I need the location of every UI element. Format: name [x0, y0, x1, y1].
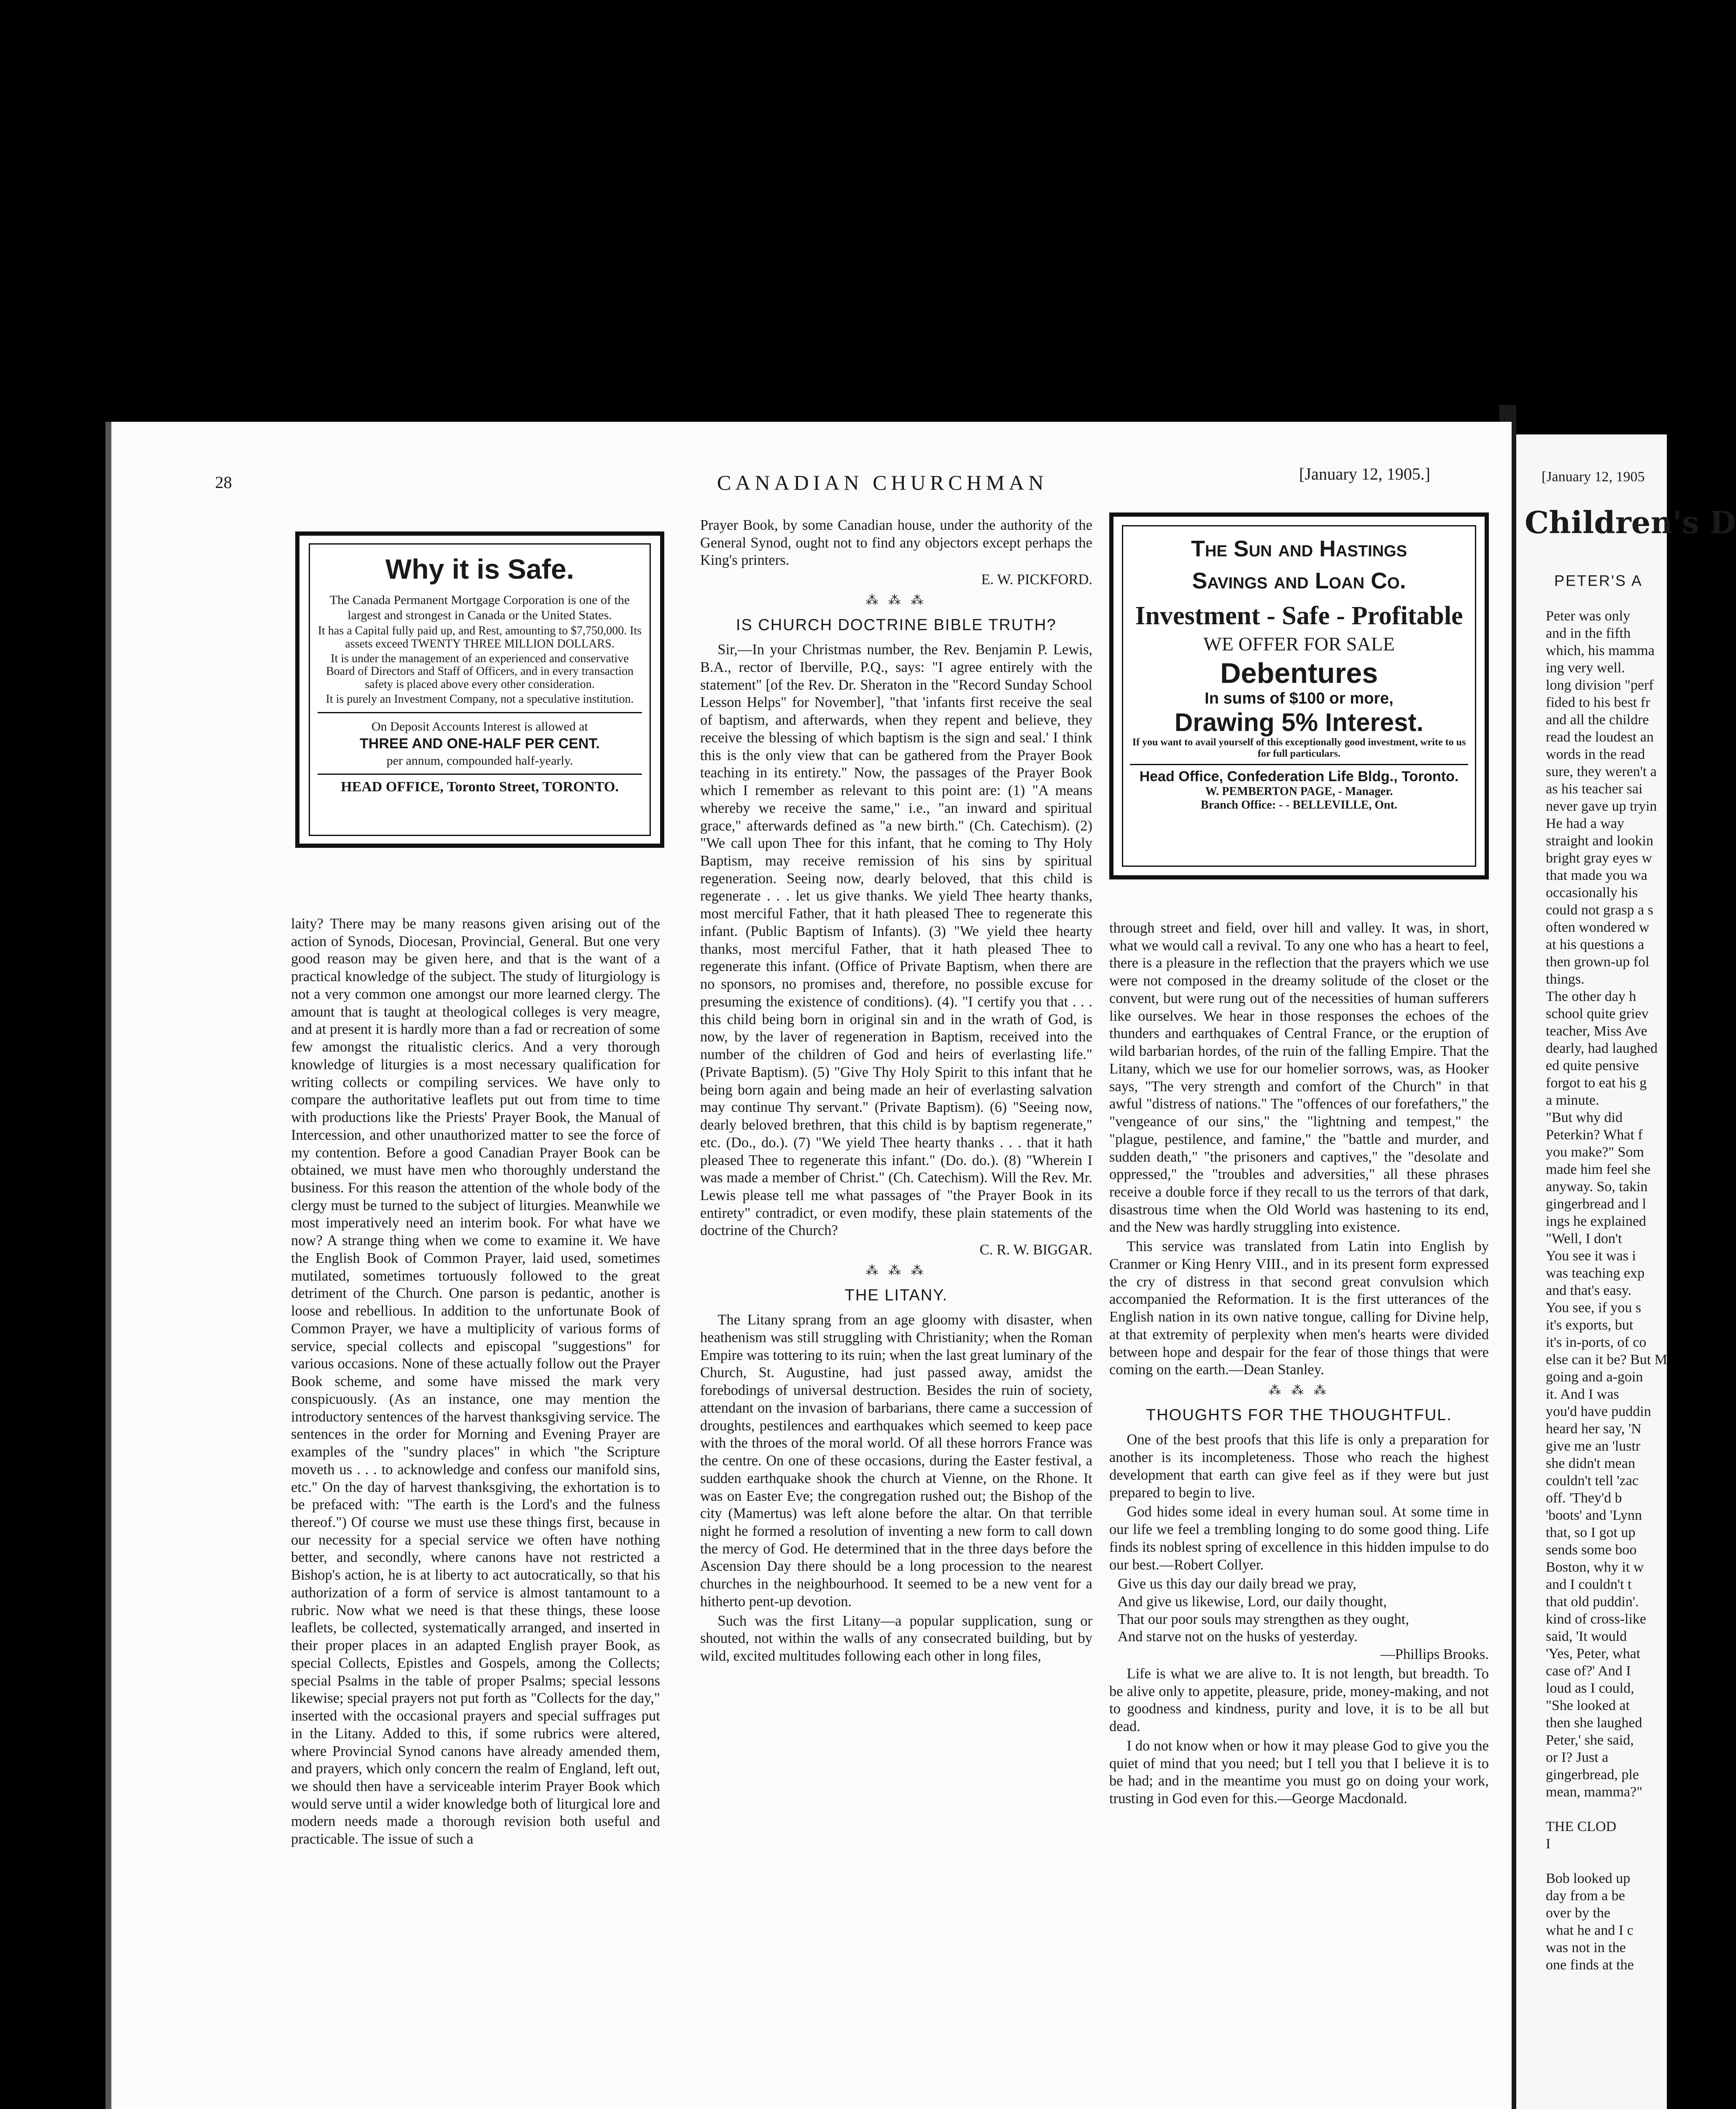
ad2-branch: Branch Office: - - BELLEVILLE, Ont. — [1201, 798, 1397, 812]
facing-page-line: things. — [1546, 971, 1585, 987]
facing-page-line: it's in-ports, of co — [1546, 1335, 1647, 1350]
facing-page-line: Bob looked up — [1546, 1871, 1631, 1886]
heading-thoughts: THOUGHTS FOR THE THOUGHTFUL. — [1146, 1406, 1452, 1424]
facing-page-line: You see, if you s — [1546, 1300, 1642, 1316]
ad-headline: Why it is Safe. — [385, 553, 574, 585]
poem — [1109, 1575, 1489, 1646]
facing-page-line: 'boots' and 'Lynn — [1546, 1508, 1642, 1523]
facing-page-line: fided to his best fr — [1546, 695, 1650, 710]
facing-page-line: forgot to eat his g — [1546, 1075, 1647, 1091]
facing-page-line: "But why did — [1546, 1110, 1623, 1125]
thought-paragraph: I do not know when or how it may please God to give you the quiet of mind that you need; but I tell you that I believe it is to be had; and in the meantime you must go on doing your work, trusting in God even for this.—George Macdonald. — [1109, 1737, 1489, 1807]
facing-page-line: I — [1546, 1836, 1551, 1852]
facing-page-line: and all the childre — [1546, 712, 1649, 728]
ad2-fine-print: If you want to avail yourself of this exceptionally good investment, write to us for full particulars. — [1132, 737, 1466, 760]
facing-page-line: THE CLOD — [1546, 1819, 1617, 1834]
column-2 — [700, 517, 1092, 1667]
page-number: 28 — [215, 473, 232, 492]
ad2-product: Debentures — [1220, 657, 1378, 690]
facing-page-line: often wondered w — [1546, 920, 1650, 935]
section-ornament: ⁂ ⁂ ⁂ — [1268, 1384, 1330, 1398]
facing-page-line: going and a-goin — [1546, 1369, 1643, 1385]
facing-page-line — [1546, 1801, 1667, 1818]
facing-page-line: The other day h — [1546, 989, 1636, 1004]
heading-church-doctrine: IS CHURCH DOCTRINE BIBLE TRUTH? — [736, 616, 1057, 634]
facing-page-line: "Well, I don't — [1546, 1231, 1622, 1246]
facing-page-line: could not grasp a s — [1546, 902, 1653, 918]
facing-page-line: sure, they weren't a — [1546, 764, 1657, 779]
col1-paragraph: laity? There may be many reasons given arising out of the action of Synods, Diocesan, Provincial, General. But one very good reason may be given here, and that is the want of a practical knowledge of the subject. The study of liturgiology is not a very common one amongst our more learned clergy. The amount that is taught at theological colleges is very meagre, and at present it is hardly more than a fad or recreation of some few amongst the ritualistic clerics. And a very thorough knowledge of liturgies is a most necessary qualification for writing collects or compiling services. We have only to compare the authoritative leaflets put out from time to time with productions like the Priests' Prayer Book, the Manual of Intercession, and other unauthorized matter to see the force of my contention. Before a good Canadian Prayer Book can be obtained, we must have men who thoroughly understand the business. For this reason the attention of the whole body of the clergy must be turned to the subject of liturgies. Meanwhile we most imperatively need an interim book. For what have we now? A strange thing when we come to examine it. We have the English Book of Common Prayer, laid used, sometimes mutilated, sometimes tortuously followed to the great detriment of the Church. One parson is pedantic, another is loose and rebellious. In addition to the unfortunate Book of Common Prayer, we have a multiplicity of various forms of service, special collects and episcopal "suggestions" for various occasions. None of these actually follow out the Prayer Book scheme, and some have missed the mark very conspicuously. (As an instance, one may mention the introductory sentences of the harvest thanksgiving service. The sentences in the order for Morning and Evening Prayer are examples of the "sundry places" in which "the Scripture moveth us . . . to acknowledge and confess our manifold sins, etc." On the day of harvest thanksgiving, the exhortation is to be prefaced with: "The earth is the Lord's and the fulness thereof.") Of course we must use these things first, because in our necessity for a special service we often have nothing better, and secondly, where canons have not restricted a Bishop's action, he is at liberty to act autocratically, so that his authorization of a form of service is almost tantamount to a rubric. Now what we need is that these things, these loose leaflets, be collected, systematically arranged, and inserted in their proper places in an adapted English prayer Book, as special Collects, Epistles and Gospels, among the Collects; special Psalms in the table of proper Psalms; special lessons likewise; special prayers not put forth as "Collects for the day," inserted with the occasional prayers and special suffrages put in the Litany. Added to this, if some rubrics were altered, where Provincial Synod canons have already amended them, and prayers, which only concern the realm of England, left out, we should then have a serviceable interim Prayer Book which would serve until a wider knowledge both of liturgical lore and modern needs made a thorough revision both useful and practicable. The issue of such a — [291, 916, 660, 1847]
ad-rate: THREE AND ONE-HALF PER CENT. — [359, 735, 600, 752]
facing-page-line: He had a way — [1546, 816, 1624, 831]
facing-page-line: which, his mamma — [1546, 643, 1655, 658]
facing-page-line: teacher, Miss Ave — [1546, 1023, 1647, 1039]
facing-page-line: Boston, why it w — [1546, 1559, 1644, 1575]
facing-page-line: long division "perf — [1546, 677, 1654, 693]
facing-page-line: as his teacher sai — [1546, 781, 1643, 797]
facing-page-line: ing very well. — [1546, 660, 1625, 676]
facing-page-heading: PETER'S A — [1554, 572, 1643, 589]
column-1 — [291, 915, 660, 1850]
section-ornament: ⁂ ⁂ ⁂ — [865, 1263, 927, 1278]
facing-page-line: ed quite pensive — [1546, 1058, 1639, 1073]
facing-page-line: straight and lookin — [1546, 833, 1653, 849]
thought-paragraph: One of the best proofs that this life is only a preparation for another is its incompleteness. Those who reach the highest development that earth can give feel as if they were but just prepared to begin to live. — [1109, 1432, 1489, 1501]
facing-page-line: or I? Just a — [1546, 1750, 1609, 1765]
facing-page-line: you make?" Som — [1546, 1144, 1644, 1160]
facing-page-line: was not in the — [1546, 1940, 1626, 1955]
facing-page-line: it's exports, but — [1546, 1317, 1634, 1333]
column-3 — [1109, 920, 1489, 1810]
facing-page-line: mean, mamma?" — [1546, 1784, 1643, 1800]
facing-page-line: that old puddin'. — [1546, 1594, 1639, 1610]
ad-canada-permanent — [295, 531, 664, 848]
poem-line: Give us this day our daily bread we pray, — [1118, 1576, 1356, 1592]
ad2-manager: W. PEMBERTON PAGE, - Manager. — [1205, 785, 1393, 798]
ad-management: It is under the management of an experienced and conservative Board of Directors and Staff of Officers, and in every transaction safety is placed above every other consideration. — [326, 652, 634, 691]
facing-page-line: and that's easy. — [1546, 1283, 1632, 1298]
col2-intro-signature: E. W. PICKFORD. — [981, 572, 1092, 588]
masthead-title: CANADIAN CHURCHMAN — [717, 471, 1048, 494]
facing-page-line: couldn't tell 'zac — [1546, 1473, 1639, 1489]
poem-line: And give us likewise, Lord, our daily thought, — [1118, 1593, 1387, 1610]
facing-page-line: ings he explained — [1546, 1214, 1646, 1229]
ad-purely: It is purely an Investment Company, not a speculative institution. — [326, 692, 634, 706]
ad-sun-hastings — [1109, 512, 1489, 879]
ad2-head-office: Head Office, Confederation Life Bldg., Toronto. — [1130, 764, 1468, 785]
ad-capital: It has a Capital fully paid up, and Rest, amounting to $7,750,000. Its assets exceed TWENTY THREE MILLION DOLLARS. — [318, 624, 642, 650]
facing-page — [1516, 434, 1736, 2109]
ad2-slogan: Investment - Safe - Profitable — [1135, 601, 1463, 631]
facing-page-line: Peter,' she said, — [1546, 1732, 1634, 1748]
poem-line: And starve not on the husks of yesterday. — [1118, 1629, 1358, 1645]
litany-continued: through street and field, over hill and valley. It was, in short, what we would call a revival. To any one who has a heart to feel, there is a pleasure in the reflection that the prayers which we use were not composed in the dreamy solitude of the closet or the convent, but were rung out of the necessities of human sufferers like ourselves. We hear in those responses the echoes of the thunders and earthquakes of Central France, or the eruption of wild barbarian hordes, of the ruin of the falling Empire. That the Litany, which we use for our homelier sorrows, was, as Hooker says, "The very strength and comfort of the Church" in that awful "distress of nations." The "offences of our forefathers," the "vengeance of our sins," the "lightning and tempest," the "plague, pestilence, and famine," the "battle and murder, and sudden death," "the prisoners and captives," the "desolate and oppressed," the "troubles and adversities," all these phrases receive a double force if they recall to us the terrors of that dark, disastrous time when the Old World was hastening to its end, and the New was hardly struggling into existence. — [1109, 920, 1489, 1235]
thought-paragraph: Life is what we are alive to. It is not length, but breadth. To be alive only to appetite, pleasure, pride, money-making, and not to goodness and kindness, purity and love, it is to be all but dead. — [1109, 1665, 1489, 1735]
facing-page-line: Peterkin? What f — [1546, 1127, 1643, 1143]
litany-continued: This service was translated from Latin into English by Cranmer or King Henry VIII., and in its present form expressed the cry of distress in that second great convulsion which accompanied the Reformation. It is the first utterances of the English nation in its own native tongue, calling for Divine help, at that extremity of perplexity when men's hearts were divided between hope and despair for the fear of those things that were coming on the earth.—Dean Stanley. — [1109, 1238, 1489, 1378]
ad2-sums: In sums of $100 or more, — [1205, 690, 1394, 708]
facing-page-line: you'd have puddin — [1546, 1404, 1651, 1419]
ad-lead: The Canada Permanent Mortgage Corporation is one of the largest and strongest in Canada or the United States. — [329, 593, 630, 622]
facing-page-line: that made you wa — [1546, 868, 1647, 883]
facing-page-line: gingerbread, ple — [1546, 1767, 1639, 1783]
facing-page-line: anyway. So, takin — [1546, 1179, 1648, 1195]
facing-page-line: then grown-up fol — [1546, 954, 1650, 970]
facing-page-body — [1546, 607, 1667, 1974]
ad-deposit-intro: On Deposit Accounts Interest is allowed at — [371, 719, 588, 734]
facing-page-line: kind of cross-like — [1546, 1611, 1646, 1627]
facing-page-line: it. And I was — [1546, 1386, 1619, 1402]
litany-paragraph: The Litany sprang from an age gloomy with disaster, when heathenism was still struggling with Christianity; when the Roman Empire was tottering to its ruin; when the last great luminary of the Church, St. Augustine, had just passed away, amidst the forebodings of universal destruction. Besides the ruin of society, attendant on the invasion of barbarians, there came a succession of droughts, pestilences and earthquakes which seemed to keep pace with the throes of the moral world. Of all these horrors France was the centre. On one of these occasions, during the Easter festival, a sudden earthquake shook the church at Vienne, on the Rhone. It was on Easter Eve; the congregation rushed out; the Bishop of the city (Mamertus) was left alone before the altar. On that terrible night he formed a resolution of inventing a new form to call down the mercy of God. He determined that in the three days before the Ascension Day there should be a long procession to the nearest churches in the neighbourhood. It seemed to be a new vent for a hitherto pent-up devotion. — [700, 1312, 1092, 1610]
ad2-interest: Drawing 5% Interest. — [1174, 708, 1424, 737]
poem-line: That our poor souls may strengthen as they ought, — [1118, 1611, 1409, 1627]
facing-page-line: else can it be? But M — [1546, 1352, 1667, 1367]
facing-page-line: sends some boo — [1546, 1542, 1637, 1558]
facing-page-line: and I couldn't t — [1546, 1577, 1632, 1592]
facing-page-line: and in the fifth — [1546, 626, 1631, 641]
facing-page-line: she didn't mean — [1546, 1456, 1635, 1471]
facing-page-line — [1546, 1853, 1667, 1870]
letter-paragraph: Sir,—In your Christmas number, the Rev. Benjamin P. Lewis, B.A., rector of Iberville, P.Q., says: "I agree entirely with the statement" [of the Rev. Dr. Sheraton in the "Record Sunday School Lesson Helps" for November], "that 'infants first receive the seal of baptism, and afterwards, when they repent and believe, they receive the blessing of which baptism is the sign and seal.' I think this is the only view that can be gathered from the Prayer Book teaching in its entirety." Now, the passages of the Prayer Book which I remember as relevant to this point are: (1) "A means whereby we receive the same," i.e., "an inward and spiritual grace," afterwards defined as "a new birth." (Ch. Catechism). (2) "We call upon Thee for this infant, that he coming to Thy Holy Baptism, may receive remission of his sins by spiritual regeneration. Seeing now, dearly beloved, that this child is regenerate . . . let us give thanks. We yield Thee hearty thanks, most merciful Father, that it hath pleased Thee to regenerate this infant. (Public Baptism of Infants). (3) "We yield thee hearty thanks, most merciful Father, that it hath pleased Thee to regenerate this infant. (Office of Private Baptism, when there are no sponsors, no promises and, therefore, no possible excuse for presuming the existence of conditions). (4). "I certify you that . . . this child being born in original sin and in the wrath of God, is now, by the laver of regeneration in Baptism, received into the number of the children of God and heirs of everlasting life." (Private Baptism). (5) "Give Thy Holy Spirit to this infant that he being born again and being made an heir of everlasting salvation may continue Thy servant." (Private Baptism). (6) "Seeing now, dearly beloved brethren, that this child is by baptism regenerate," etc. (Do., do.). (7) "We yield Thee hearty thanks . . . that it hath pleased Thee to regenerate this infant." (Do. do.). (8) "Wherein I was made a member of Christ." (Ch. Catechism). Will the Rev. Mr. Lewis please tell me what passages of "the Prayer Book in its entirety" contradict, or even modify, these plain statements of the doctrine of the Church? — [700, 642, 1092, 1239]
facing-page-line: then she laughed — [1546, 1715, 1642, 1731]
section-ornament: ⁂ ⁂ ⁂ — [865, 593, 927, 607]
litany-paragraph: Such was the first Litany—a popular supplication, sung or shouted, not within the walls of any consecrated building, but by wild, excited multitudes following each other in long files, — [700, 1613, 1092, 1664]
facing-page-line: one finds at the — [1546, 1957, 1634, 1973]
facing-page-line: never gave up tryin — [1546, 798, 1657, 814]
facing-page-line: dearly, had laughed — [1546, 1041, 1658, 1056]
facing-page-date: [January 12, 1905 — [1542, 469, 1645, 485]
facing-page-line: "She looked at — [1546, 1698, 1630, 1713]
facing-page-line: bright gray eyes w — [1546, 850, 1652, 866]
heading-litany: THE LITANY. — [844, 1286, 948, 1305]
ad2-name-line2: Savings and Loan Co. — [1192, 568, 1406, 593]
facing-page-line: school quite griev — [1546, 1006, 1649, 1022]
thought-paragraph: God hides some ideal in every human soul. At some time in our life we feel a trembling longing to do some good thing. Life finds its noblest spring of excellence in this hidden impulse to do our best.—Robert Collyer. — [1109, 1504, 1489, 1573]
facing-page-line: give me an 'lustr — [1546, 1438, 1641, 1454]
facing-page-line: off. 'They'd b — [1546, 1490, 1622, 1506]
facing-page-line: loud as I could, — [1546, 1680, 1634, 1696]
facing-page-line: was teaching exp — [1546, 1265, 1645, 1281]
facing-page-line: over by the — [1546, 1905, 1610, 1921]
poem-signature: —Phillips Brooks. — [1380, 1646, 1489, 1663]
facing-page-line: what he and I c — [1546, 1923, 1634, 1938]
ad2-name-line1: The Sun and Hastings — [1191, 536, 1407, 561]
facing-page-line: at his questions a — [1546, 937, 1644, 952]
letter-signature: C. R. W. BIGGAR. — [979, 1242, 1092, 1258]
ad-head-office: HEAD OFFICE, Toronto Street, TORONTO. — [318, 774, 642, 795]
ad2-offer: WE OFFER FOR SALE — [1203, 633, 1395, 655]
facing-page-line: case of?' And I — [1546, 1663, 1631, 1679]
facing-page-line: a minute. — [1546, 1092, 1599, 1108]
facing-page-line: 'Yes, Peter, what — [1546, 1646, 1641, 1661]
facing-page-line: read the loudest an — [1546, 729, 1654, 745]
facing-page-line: made him feel she — [1546, 1162, 1651, 1177]
facing-page-line: day from a be — [1546, 1888, 1625, 1904]
issue-date: [January 12, 1905.] — [1299, 464, 1431, 483]
facing-page-line: occasionally his — [1546, 885, 1638, 901]
facing-page-line: Peter was only — [1546, 608, 1631, 624]
ad-compounded: per annum, compounded half-yearly. — [386, 754, 573, 768]
facing-page-line: that, so I got up — [1546, 1525, 1636, 1540]
ad-deposit-box — [318, 712, 642, 769]
col2-intro: Prayer Book, by some Canadian house, under the authority of the General Synod, ought not to find any objectors except perhaps the King's printers. — [700, 517, 1092, 569]
facing-page-line: You see it was i — [1546, 1248, 1636, 1264]
facing-page-line: words in the read — [1546, 747, 1645, 762]
facing-page-line: gingerbread and l — [1546, 1196, 1646, 1212]
facing-page-line: said, 'It would — [1546, 1629, 1627, 1644]
facing-page-line: heard her say, 'N — [1546, 1421, 1642, 1437]
facing-page-title: Children's D — [1525, 504, 1736, 540]
